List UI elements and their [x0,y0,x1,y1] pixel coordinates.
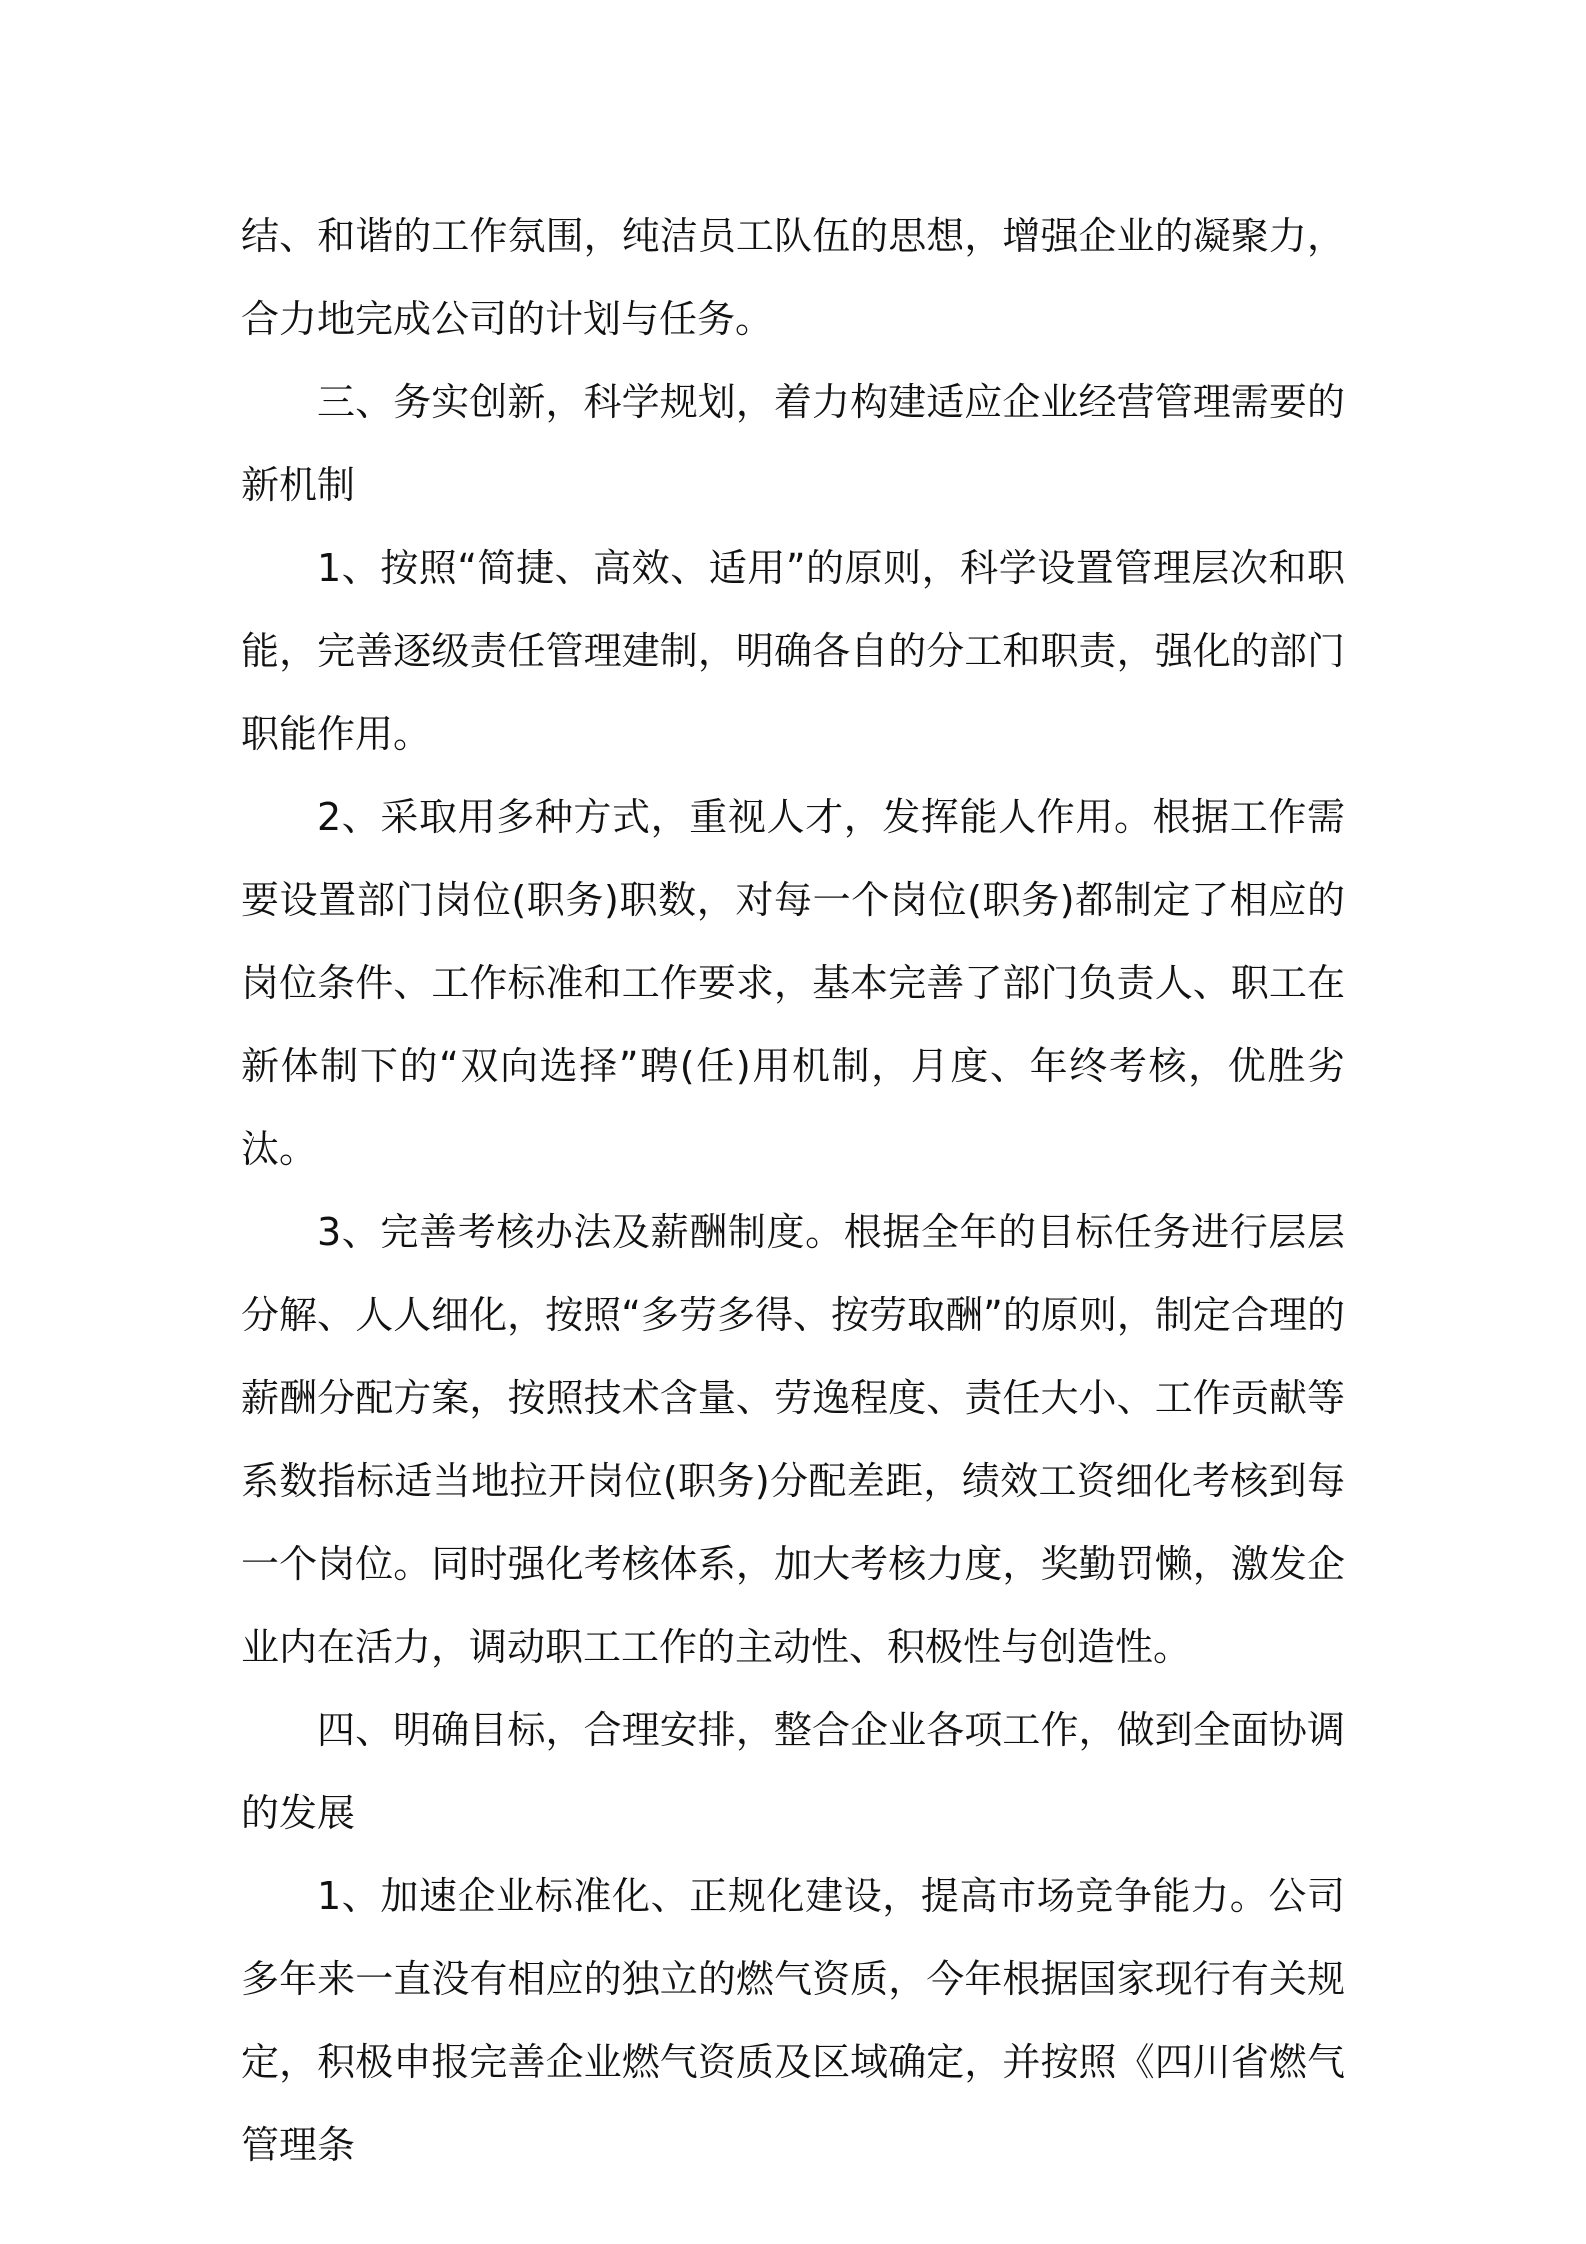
paragraph-item-1-standardization: 1、加速企业标准化、正规化建设，提高市场竞争能力。公司多年来一直没有相应的独立的燃气资质，今年根据国家现行有关规定，积极申报完善企业燃气资质及区域确定，并按照《四川省燃气管理条 [241,1874,1345,2167]
document-body [241,195,1345,2187]
paragraph-unity-conclusion: 结、和谐的工作氛围，纯洁员工队伍的思想，增强企业的凝聚力，合力地完成公司的计划与任务。 [241,214,1345,341]
heading-section-four: 四、明确目标，合理安排，整合企业各项工作，做到全面协调的发展 [241,1708,1345,1835]
heading-section-three: 三、务实创新，科学规划，着力构建适应企业经营管理需要的新机制 [241,380,1345,507]
paragraph-item-3-assessment-salary: 3、完善考核办法及薪酬制度。根据全年的目标任务进行层层分解、人人细化，按照“多劳多得、按劳取酬”的原则，制定合理的薪酬分配方案，按照技术含量、劳逸程度、责任大小、工作贡献等系数指标适当地拉开岗位(职务)分配差距，绩效工资细化考核到每一个岗位。同时强化考核体系，加大考核力度，奖勤罚懒，激发企业内在活力，调动职工工作的主动性、积极性与创造性。 [241,1210,1345,1669]
paragraph-item-1-management-structure: 1、按照“简捷、高效、适用”的原则，科学设置管理层次和职能，完善逐级责任管理建制，明确各自的分工和职责，强化的部门职能作用。 [241,546,1345,756]
paragraph-item-2-talent: 2、采取用多种方式，重视人才，发挥能人作用。根据工作需要设置部门岗位(职务)职数，对每一个岗位(职务)都制定了相应的岗位条件、工作标准和工作要求，基本完善了部门负责人、职工在新体制下的“双向选择”聘(任)用机制，月度、年终考核，优胜劣汰。 [241,795,1345,1171]
